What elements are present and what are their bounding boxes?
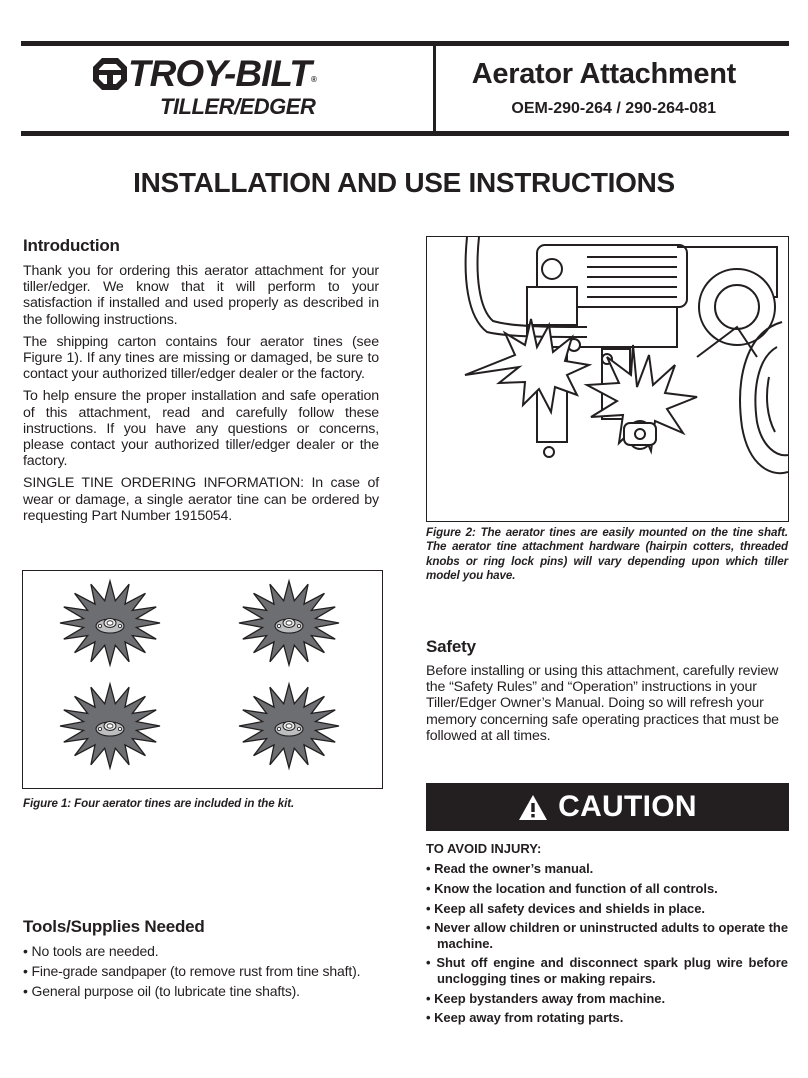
list-item: • No tools are needed. xyxy=(23,943,159,959)
header-top-rule xyxy=(21,41,789,46)
page-title: INSTALLATION AND USE INSTRUCTIONS xyxy=(133,167,675,198)
intro-paragraph: Thank you for ordering this aerator attachment for your tiller/edger. We know that it will perform to your satisfaction if installed and used properly as described in the following instructions. xyxy=(23,263,379,328)
tools-list xyxy=(23,941,383,1001)
tiller-aerator-illustration xyxy=(427,237,788,521)
safety-section xyxy=(426,637,788,750)
intro-paragraph: The shipping carton contains four aerator tines (see Figure 1). If any tines are missing or damaged, be sure to contact your authorized tiller/edger dealer or the factory. xyxy=(23,333,379,383)
header-divider xyxy=(433,46,436,131)
aerator-tine-icon xyxy=(60,684,160,768)
figure-1-caption: Figure 1: Four aerator tines are included in the kit. xyxy=(23,797,295,810)
intro-paragraph: SINGLE TINE ORDERING INFORMATION: In case of wear or damage, a single aerator tine can be ordered by requesting Part Number 1915054. xyxy=(23,475,379,524)
list-item: • Keep bystanders away from machine. xyxy=(426,990,666,1006)
intro-paragraph: To help ensure the proper installation and safe operation of this attachment, read and carefully follow these instructions. If you have any questions or concerns, please contact your authorized tiller/edger dealer or the factory. xyxy=(23,388,379,470)
list-item: • Know the location and function of all controls. xyxy=(426,880,718,896)
tools-section xyxy=(23,917,383,1001)
aerator-tine-icon xyxy=(60,581,160,665)
brand-logo xyxy=(92,54,382,94)
caution-list xyxy=(426,861,788,1026)
figure-1 xyxy=(22,570,383,789)
caution-label: CAUTION xyxy=(558,790,697,823)
brand-octagon-icon xyxy=(92,57,128,91)
aerator-tine-icon xyxy=(239,684,339,768)
aerator-tine-icon xyxy=(239,581,339,665)
header-bottom-rule xyxy=(21,131,789,136)
warning-triangle-icon xyxy=(518,794,548,821)
list-item: • Read the owner’s manual. xyxy=(426,861,594,876)
figure-2-caption: Figure 2: The aerator tines are easily mounted on the tine shaft. The aerator tine attachment hardware (hairpin cotters, threaded knobs or ring lock pins) will vary depending upon which tiller model you have. xyxy=(426,526,788,583)
introduction-section xyxy=(23,236,379,530)
list-item: • Keep away from rotating parts. xyxy=(426,1010,624,1026)
tools-heading: Tools/Supplies Needed xyxy=(23,917,205,936)
list-item: • Shut off engine and disconnect spark plug wire before unclogging tines or making repairs. xyxy=(426,955,788,986)
caution-section xyxy=(426,841,788,1030)
introduction-heading: Introduction xyxy=(23,236,120,255)
safety-heading: Safety xyxy=(426,637,476,656)
list-item: • Fine-grade sandpaper (to remove rust from tine shaft). xyxy=(23,963,361,979)
model-type: TILLER/EDGER xyxy=(160,94,316,119)
caution-banner xyxy=(426,783,789,831)
aerator-tines-illustration xyxy=(23,571,382,788)
product-code: OEM-290-264 / 290-264-081 xyxy=(511,100,716,117)
product-title: Aerator Attachment xyxy=(471,58,736,90)
list-item: • Never allow children or uninstructed adults to operate the machine. xyxy=(426,920,789,951)
brand-name: TROY-BILT xyxy=(128,53,311,94)
safety-text: Before installing or using this attachment, carefully review the “Safety Rules” and “Operation” instructions in your Tiller/Edger Owner’s Manual. Doing so will refresh your memory concerning safe operating practices that must be followed at all times. xyxy=(426,663,779,744)
figure-2 xyxy=(426,236,789,522)
caution-subheading: TO AVOID INJURY: xyxy=(426,841,542,856)
list-item: • General purpose oil (to lubricate tine shafts). xyxy=(23,983,300,999)
list-item: • Keep all safety devices and shields in place. xyxy=(426,900,705,916)
registered-mark: ® xyxy=(310,75,316,84)
